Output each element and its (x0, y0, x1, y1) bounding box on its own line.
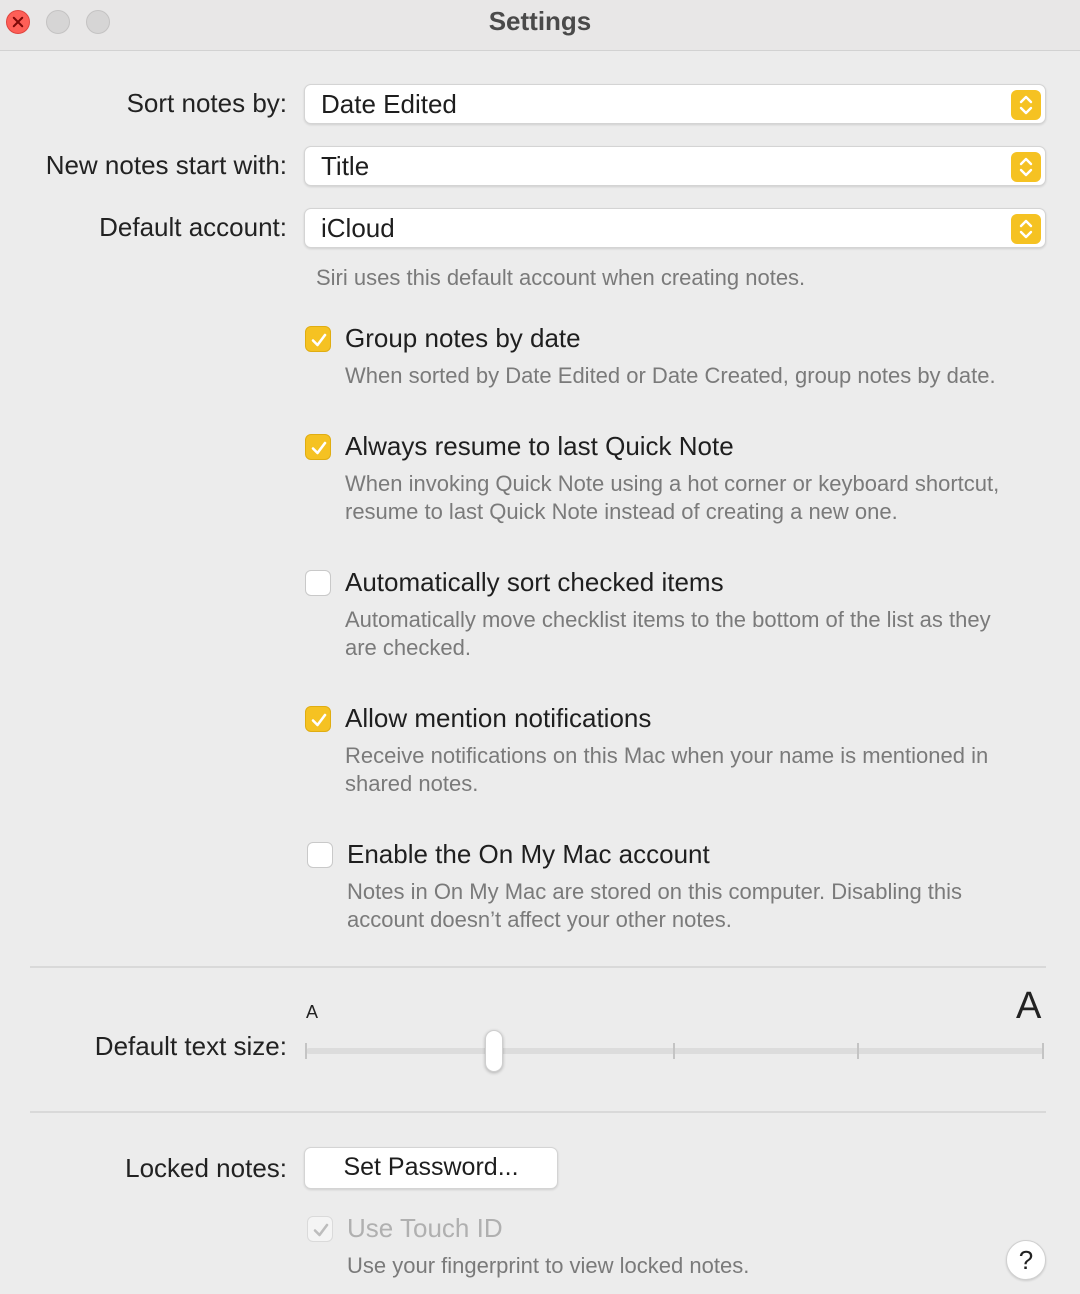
set-password-button[interactable]: Set Password... (304, 1147, 558, 1189)
resume-quick-note-description: When invoking Quick Note using a hot corner or keyboard shortcut, resume to last Quick Note instead of creating a new one. (345, 471, 1000, 524)
separator (30, 1111, 1046, 1113)
default-account-hint: Siri uses this default account when creating notes. (316, 265, 806, 290)
text-size-label: Default text size: (94, 1031, 287, 1061)
on-my-mac-checkbox[interactable] (307, 842, 333, 868)
sort-notes-popup[interactable] (304, 84, 1046, 124)
mention-notifications-description: Receive notifications on this Mac when your name is mentioned in shared notes. (345, 743, 989, 796)
on-my-mac-description: Notes in On My Mac are stored on this computer. Disabling this account doesn’t affect your other notes. (347, 879, 963, 932)
sort-checked-items-description: Automatically move checklist items to the bottom of the list as they are checked. (345, 607, 991, 660)
touch-id-description: Use your fingerprint to view locked notes. (347, 1253, 750, 1278)
checkmark-icon (309, 330, 329, 350)
group-by-date-checkbox[interactable] (305, 326, 331, 352)
checkmark-icon (311, 1220, 331, 1240)
new-notes-label: New notes start with: (45, 150, 287, 180)
stepper-icon (1011, 152, 1041, 182)
checkmark-icon (309, 710, 329, 730)
window-title: Settings (488, 6, 592, 36)
mention-notifications-label[interactable]: Allow mention notifications (345, 703, 652, 733)
text-size-slider-thumb[interactable] (485, 1030, 503, 1072)
group-by-date-label[interactable]: Group notes by date (345, 323, 581, 353)
resume-quick-note-checkbox[interactable] (305, 434, 331, 460)
sort-checked-items-checkbox[interactable] (305, 570, 331, 596)
on-my-mac-label[interactable]: Enable the On My Mac account (347, 839, 710, 869)
sort-notes-label: Sort notes by: (126, 88, 287, 118)
slider-tick (857, 1043, 859, 1059)
large-text-icon: A (1016, 985, 1042, 1027)
touch-id-label: Use Touch ID (347, 1213, 503, 1243)
new-notes-value: Title (321, 151, 370, 181)
slider-tick (1042, 1043, 1044, 1059)
group-by-date-description: When sorted by Date Edited or Date Created, group notes by date. (345, 363, 996, 388)
sort-notes-value: Date Edited (321, 89, 457, 119)
new-notes-popup[interactable] (304, 146, 1046, 186)
text-size-slider-track[interactable] (306, 1048, 1044, 1054)
slider-tick (673, 1043, 675, 1059)
default-account-value: iCloud (321, 213, 395, 243)
sort-checked-items-label[interactable]: Automatically sort checked items (345, 567, 724, 597)
mention-notifications-checkbox[interactable] (305, 706, 331, 732)
checkmark-icon (309, 438, 329, 458)
touch-id-checkbox[interactable] (307, 1216, 333, 1242)
separator (30, 966, 1046, 968)
default-account-popup[interactable] (304, 208, 1046, 248)
slider-tick (305, 1043, 307, 1059)
locked-notes-label: Locked notes: (125, 1153, 287, 1183)
default-account-label: Default account: (99, 212, 287, 242)
stepper-icon (1011, 90, 1041, 120)
small-text-icon: A (306, 1002, 319, 1022)
resume-quick-note-label[interactable]: Always resume to last Quick Note (345, 431, 734, 461)
title-bar (0, 0, 1080, 51)
help-button[interactable]: ? (1006, 1240, 1046, 1280)
stepper-icon (1011, 214, 1041, 244)
